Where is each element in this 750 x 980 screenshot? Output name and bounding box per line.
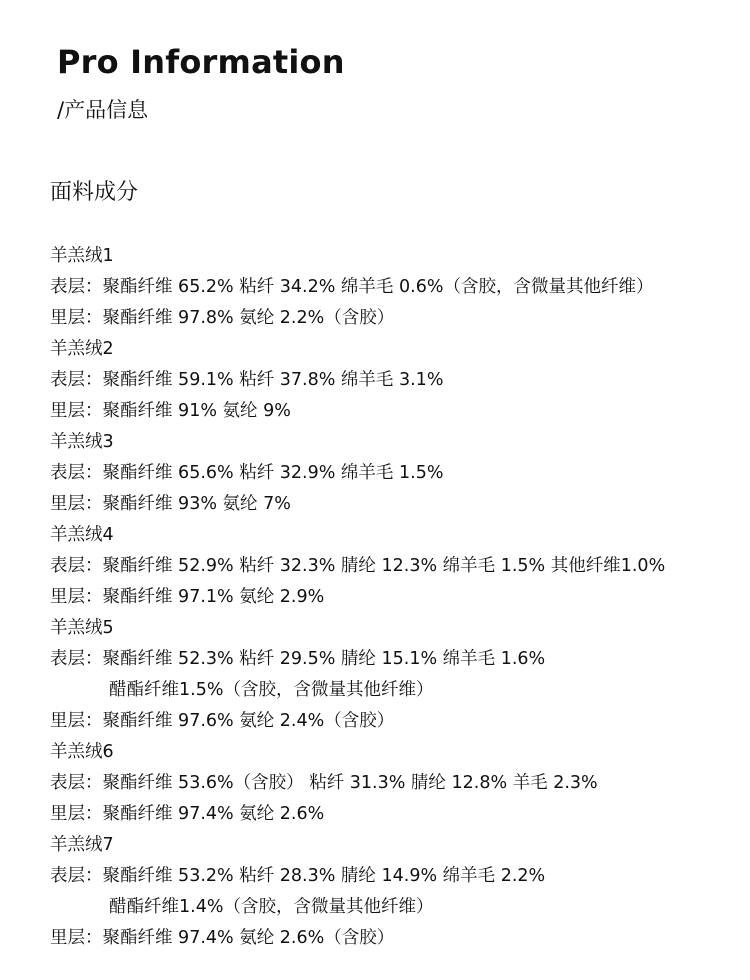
variant-label: 羊羔绒3	[50, 432, 114, 452]
variant-label: 羊羔绒1	[50, 246, 114, 266]
outer-layer-continuation: 醋酯纤维1.5%（含胶，含微量其他纤维）	[109, 680, 434, 700]
variant-label: 羊羔绒5	[50, 618, 114, 638]
page-title: Pro Information	[57, 43, 345, 81]
section-title: 面料成分	[50, 180, 139, 205]
inner-layer-line: 里层：聚酯纤维 97.8% 氨纶 2.2%（含胶）	[50, 308, 395, 328]
inner-layer-line: 里层：聚酯纤维 97.6% 氨纶 2.4%（含胶）	[50, 711, 395, 731]
fabric-composition-list	[50, 241, 740, 954]
inner-layer-line: 里层：聚酯纤维 97.1% 氨纶 2.9%	[50, 587, 325, 607]
variant-label: 羊羔绒7	[50, 835, 114, 855]
outer-layer-line: 表层：聚酯纤维 53.2% 粘纤 28.3% 腈纶 14.9% 绵羊毛 2.2%	[50, 866, 546, 886]
outer-layer-line: 表层：聚酯纤维 59.1% 粘纤 37.8% 绵羊毛 3.1%	[50, 370, 444, 390]
inner-layer-line: 里层：聚酯纤维 93% 氨纶 7%	[50, 494, 291, 514]
outer-layer-line: 表层：聚酯纤维 52.9% 粘纤 32.3% 腈纶 12.3% 绵羊毛 1.5% 其他纤维1.0%	[50, 556, 666, 576]
inner-layer-line: 里层：聚酯纤维 91% 氨纶 9%	[50, 401, 291, 421]
outer-layer-line: 表层：聚酯纤维 65.6% 粘纤 32.9% 绵羊毛 1.5%	[50, 463, 444, 483]
outer-layer-line: 表层：聚酯纤维 53.6%（含胶） 粘纤 31.3% 腈纶 12.8% 羊毛 2.3%	[50, 773, 598, 793]
inner-layer-line: 里层：聚酯纤维 97.4% 氨纶 2.6%（含胶）	[50, 928, 395, 948]
variant-label: 羊羔绒6	[50, 742, 114, 762]
outer-layer-line: 表层：聚酯纤维 65.2% 粘纤 34.2% 绵羊毛 0.6%（含胶，含微量其他纤维）	[50, 277, 654, 297]
variant-label: 羊羔绒2	[50, 339, 114, 359]
page-subtitle: /产品信息	[57, 98, 149, 122]
inner-layer-line: 里层：聚酯纤维 97.4% 氨纶 2.6%	[50, 804, 325, 824]
outer-layer-line: 表层：聚酯纤维 52.3% 粘纤 29.5% 腈纶 15.1% 绵羊毛 1.6%	[50, 649, 546, 669]
outer-layer-continuation: 醋酯纤维1.4%（含胶，含微量其他纤维）	[109, 897, 434, 917]
variant-label: 羊羔绒4	[50, 525, 114, 545]
